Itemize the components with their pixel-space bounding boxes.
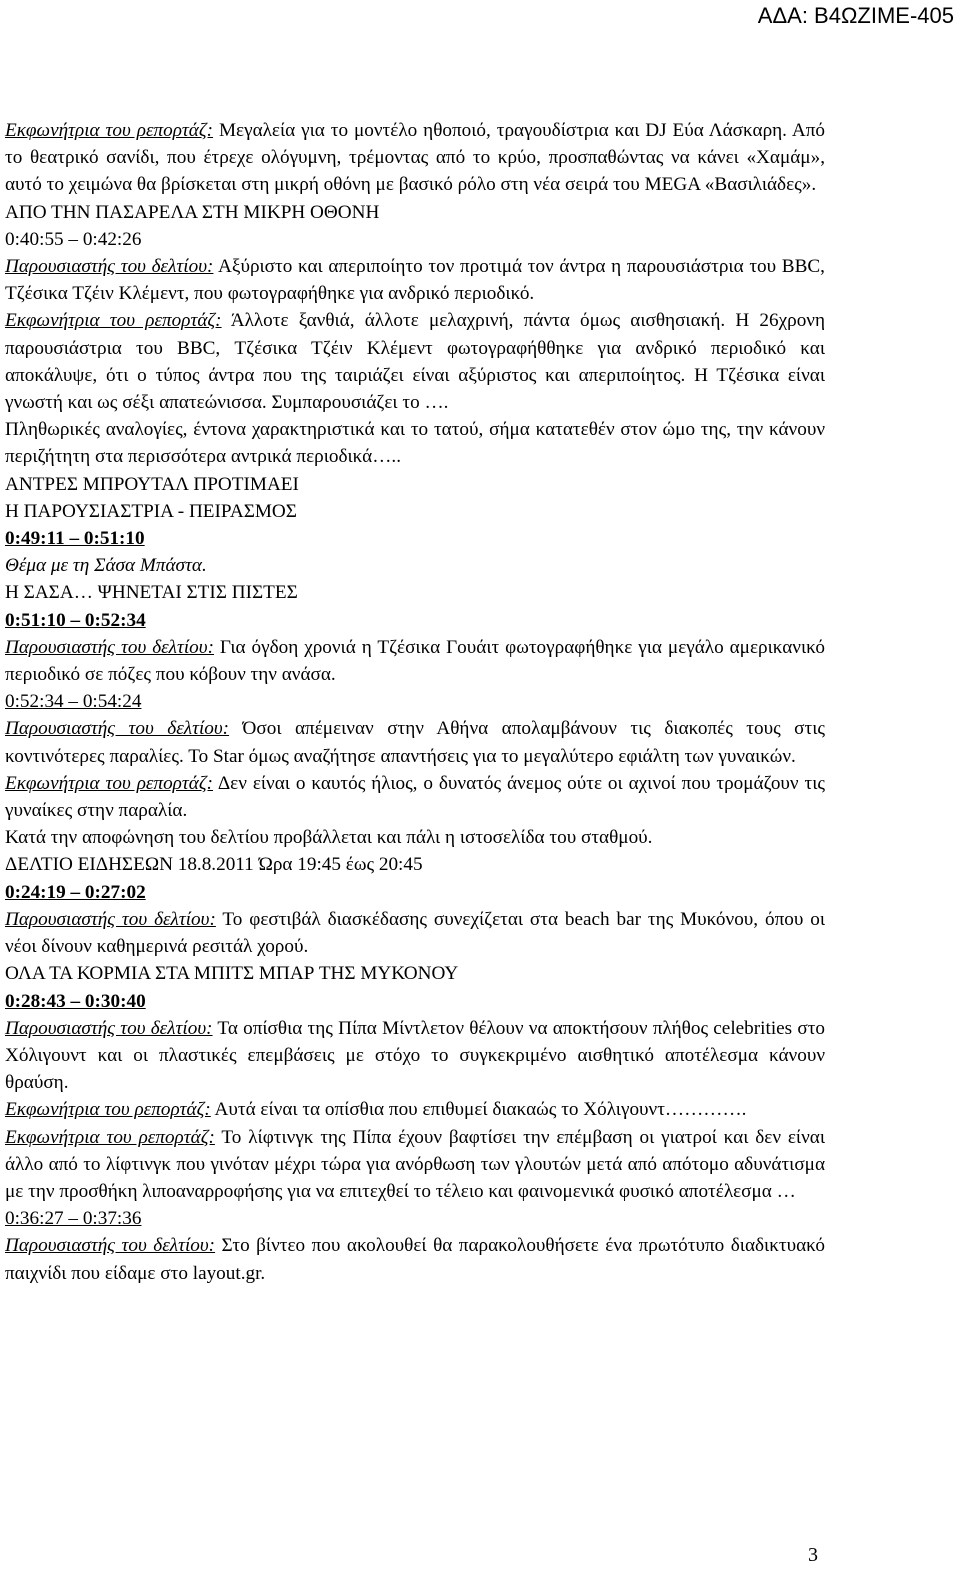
story-title: ΟΛΑ ΤΑ ΚΟΡΜΙΑ ΣΤΑ ΜΠΙΤΣ ΜΠΑΡ ΤΗΣ ΜΥΚΟΝΟΥ — [5, 963, 459, 985]
story-title: ΑΠΟ ΤΗΝ ΠΑΣΑΡΕΛΑ ΣΤΗ ΜΙΚΡΗ ΟΘΟΝΗ — [5, 201, 380, 223]
presenter-label: Παρουσιαστής του δελτίου: — [5, 908, 216, 930]
ada-code: ΑΔΑ: Β4ΩΖΙΜΕ-405 — [757, 3, 954, 28]
paragraph-presenter-3: Παρουσιαστής του δελτίου: Όσοι απέμειναν στην Αθήνα απολαμβάνουν τις διακοπές τους στις κοντινότερες παραλίες. Το Star όμως αναζήτησε απαντήσεις για το μεγαλύτερο εφιάλτη των γυναικών. — [5, 718, 825, 767]
reporter-label: Εκφωνήτρια του ρεπορτάζ: — [5, 120, 214, 141]
reporter-label: Εκφωνήτρια του ρεπορτάζ: — [5, 310, 222, 332]
presenter-label: Παρουσιαστής του δελτίου: — [5, 718, 230, 740]
presenter-label: Παρουσιαστής του δελτίου: — [5, 256, 214, 278]
page-number: 3 — [808, 1544, 818, 1566]
paragraph-presenter-2: Παρουσιαστής του δελτίου: Για όγδοη χρονιά η Τζέσικα Γουάιτ φωτογραφήθηκε για μεγάλο αμερικανικό περιοδικό σε πόζες που κόβουν την ανάσα. — [5, 636, 825, 686]
story-title: Η ΠΑΡΟΥΣΙΑΣΤΡΙΑ - ΠΕΙΡΑΣΜΟΣ — [5, 500, 297, 522]
reporter-label: Εκφωνήτρια του ρεπορτάζ: — [5, 772, 213, 794]
story-title: Η ΣΑΣΑ… ΨΗΝΕΤΑΙ ΣΤΙΣ ΠΙΣΤΕΣ — [5, 582, 298, 604]
timecode: 0:51:10 – 0:52:34 — [5, 609, 146, 631]
paragraph-reporter-2: Εκφωνήτρια του ρεπορτάζ: Άλλοτε ξανθιά, άλλοτε μελαχρινή, πάντα όμως αισθησιακή. Η 26χρονη παρουσιάστρια του BBC, Τζέσικα Τζέιν Κλέμεντ φωτογραφήθθηκε για ανδρικό περιοδικό και αποκάλυψε, ότι ο τύπος άντρα που της ταιριάζει είναι αξύριστος και απεριποίητος. Η Τζέσικα είναι γνωστή και ως σέξι απατεώνισσα. Συμπαρουσιάζει το …. — [5, 310, 825, 414]
theme-line: Θέμα με τη Σάσα Μπάστα. — [5, 555, 207, 577]
reporter-label: Εκφωνήτρια του ρεπορτάζ: — [5, 1126, 215, 1148]
presenter-label: Παρουσιαστής του δελτίου: — [5, 1235, 216, 1257]
presenter-label: Παρουσιαστής του δελτίου: — [5, 636, 214, 658]
paragraph-presenter-6: Παρουσιαστής του δελτίου: Στο βίντεο που ακολουθεί θα παρακολουθήσετε ένα πρωτότυπο διαδικτυακό παιχνίδι που είδαμε στο layout.gr. — [5, 1235, 825, 1284]
story-title: ΑΝΤΡΕΣ ΜΠΡΟΥΤΑΛ ΠΡΟΤΙΜΑΕΙ — [5, 473, 299, 495]
timecode: 0:36:27 – 0:37:36 — [5, 1208, 142, 1230]
paragraph: Κατά την αποφώνηση του δελτίου προβάλλεται και πάλι η ιστοσελίδα του σταθμού. — [5, 827, 653, 849]
bulletin-time: Ώρα 19:45 έως 20:45 — [253, 854, 423, 876]
paragraph-reporter-5: Εκφωνήτρια του ρεπορτάζ: Το λίφτινγκ της Πίπα έχουν βαφτίσει την επέμβαση οι γιατροί και δεν είναι άλλο από το λίφτινγκ που γινόταν μέχρι τώρα για ανόρθωση των γλουτών μετά από απότομο αδυνάτισμα με την προσθήκη λιποαναρροφήσης για να επιτεχθεί το τέλειο και φαινομενικά φυσικό αποτέλεσμα … — [5, 1126, 825, 1202]
reporter-label: Εκφωνήτρια του ρεπορτάζ: — [5, 1099, 211, 1121]
presenter-label: Παρουσιαστής του δελτίου: — [5, 1017, 213, 1039]
paragraph-presenter-4: Παρουσιαστής του δελτίου: Το φεστιβάλ διασκέδασης συνεχίζεται στα beach bar της Μυκόνου, όπου οι νέοι δίνουν καθημερινά ρεσιτάλ χορού. — [5, 908, 825, 958]
paragraph-reporter-3: Εκφωνήτρια του ρεπορτάζ: Δεν είναι ο καυτός ήλιος, ο δυνατός άνεμος ούτε οι αχινοί που τρομάζουν τις γυναίκες στην παραλία. — [5, 772, 825, 822]
paragraph-presenter-5: Παρουσιαστής του δελτίου: Τα οπίσθια της Πίπα Μίντλετον θέλουν να αποκτήσουν πλήθος celebrities στο Χόλιγουντ και οι πλαστικές επεμβάσεις με στόχο το συγκεκριμένο αισθητικό αποτέλεσμα κάνουν θραύση. — [5, 1017, 826, 1094]
timecode: 0:52:34 – 0:54:24 — [5, 691, 142, 713]
timecode: 0:49:11 – 0:51:10 — [5, 528, 145, 550]
bulletin-line — [5, 851, 825, 878]
paragraph-presenter-1: Παρουσιαστής του δελτίου: Αξύριστο και απεριποίητο τον προτιμά τον άντρα η παρουσιάστρια του BBC, Τζέσικα Τζέιν Κλέμεντ, που φωτογραφήθηκε για ανδρικό περιοδικό. — [5, 256, 825, 305]
timecode: 0:40:55 – 0:42:26 — [5, 228, 142, 250]
bulletin-name: ΔΕΛΤΙΟ ΕΙΔΗΣΕΩΝ 18.8.2011 — [5, 854, 254, 876]
timecode: 0:24:19 – 0:27:02 — [5, 881, 146, 903]
paragraph-reporter-4: Εκφωνήτρια του ρεπορτάζ: Αυτά είναι τα οπίσθια που επιθυμεί διακαώς το Χόλιγουντ…………. — [5, 1099, 747, 1121]
paragraph: Πληθωρικές αναλογίες, έντονα χαρακτηριστικά και το τατού, σήμα κατατεθέν στον ώμο της, την κάνουν περιζήτητη στα περισσότερα αντρικά περιοδικά….. — [5, 419, 825, 468]
document-body — [5, 117, 825, 1287]
paragraph-reporter-1: Εκφωνήτρια του ρεπορτάζ: Μεγαλεία για το μοντέλο ηθοποιό, τραγουδίστρια και DJ Εύα Λάσκαρη. Από το θεατρικό σανίδι, που έτρεχε ολόγυμνη, τρέμοντας από το κρύο, προσπαθώντας να κάνει «Χαμάμ», αυτό το χειμώνα θα βρίσκεται στη μικρή οθόνη με βασικό ρόλο στη νέα σειρά του MEGA «Βασιλιάδες». — [5, 120, 825, 196]
timecode: 0:28:43 – 0:30:40 — [5, 990, 146, 1012]
